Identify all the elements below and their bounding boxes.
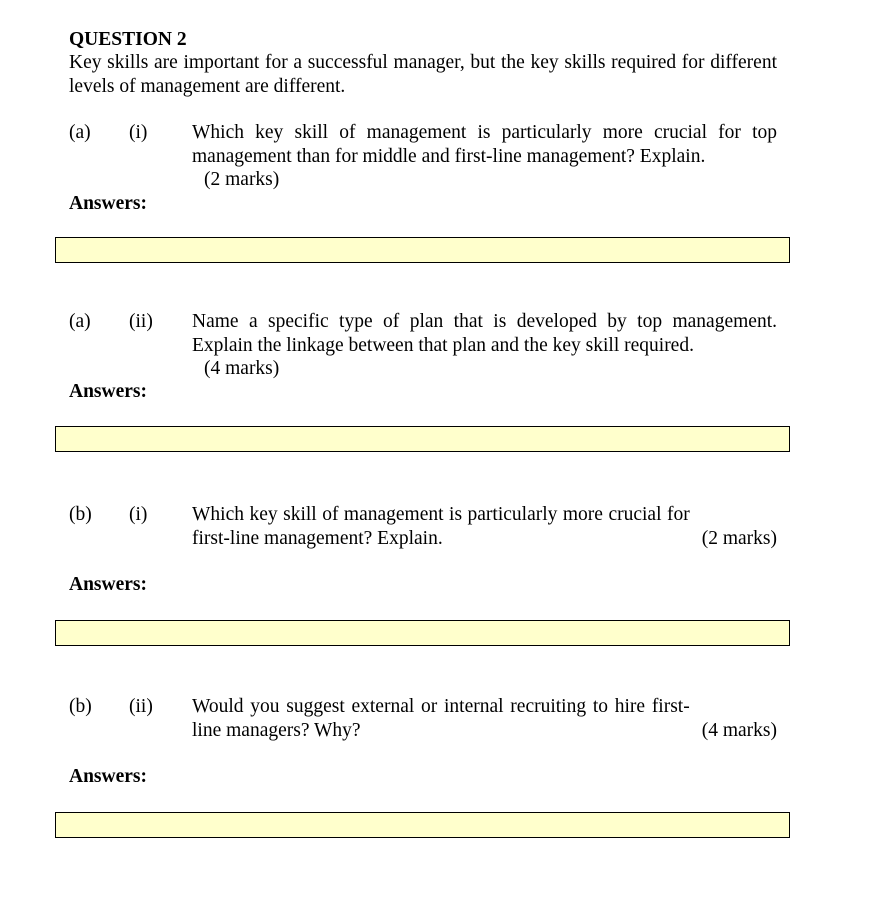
answer-input-box[interactable] <box>55 237 790 263</box>
part-letter: (b) <box>69 696 92 717</box>
part-roman: (i) <box>129 122 148 143</box>
part-question-text <box>192 310 777 381</box>
part-roman: (ii) <box>129 696 153 717</box>
part-question-body: Which key skill of management is particularly more crucial for first-line management? Explain. <box>192 504 690 549</box>
part-question-body: Name a specific type of plan that is developed by top management. Explain the linkage between that plan and the key skill required. <box>192 311 777 356</box>
part-marks: (4 marks) <box>701 719 777 741</box>
answer-input-box[interactable] <box>55 620 790 646</box>
answers-label: Answers: <box>69 193 147 214</box>
part-question-text <box>192 503 777 550</box>
part-marks: (2 marks) <box>701 527 777 549</box>
answers-label: Answers: <box>69 574 147 595</box>
question-title: QUESTION 2 <box>69 29 187 50</box>
part-question-text <box>192 695 777 742</box>
part-question-text <box>192 121 777 192</box>
part-question-body: Would you suggest external or internal recruiting to hire first-line managers? Why? <box>192 696 690 741</box>
part-roman: (i) <box>129 504 148 525</box>
part-letter: (b) <box>69 504 92 525</box>
answers-label: Answers: <box>69 381 147 402</box>
part-letter: (a) <box>69 122 91 143</box>
answer-input-box[interactable] <box>55 812 790 838</box>
part-marks: (2 marks) <box>204 169 280 190</box>
part-letter: (a) <box>69 311 91 332</box>
answers-label: Answers: <box>69 766 147 787</box>
part-question-body: Which key skill of management is particularly more crucial for top management than for middle and first-line management? Explain. <box>192 122 777 167</box>
part-marks: (4 marks) <box>204 358 280 379</box>
answer-input-box[interactable] <box>55 426 790 452</box>
part-roman: (ii) <box>129 311 153 332</box>
question-intro: Key skills are important for a successful manager, but the key skills required for different levels of management are different. <box>69 52 777 97</box>
